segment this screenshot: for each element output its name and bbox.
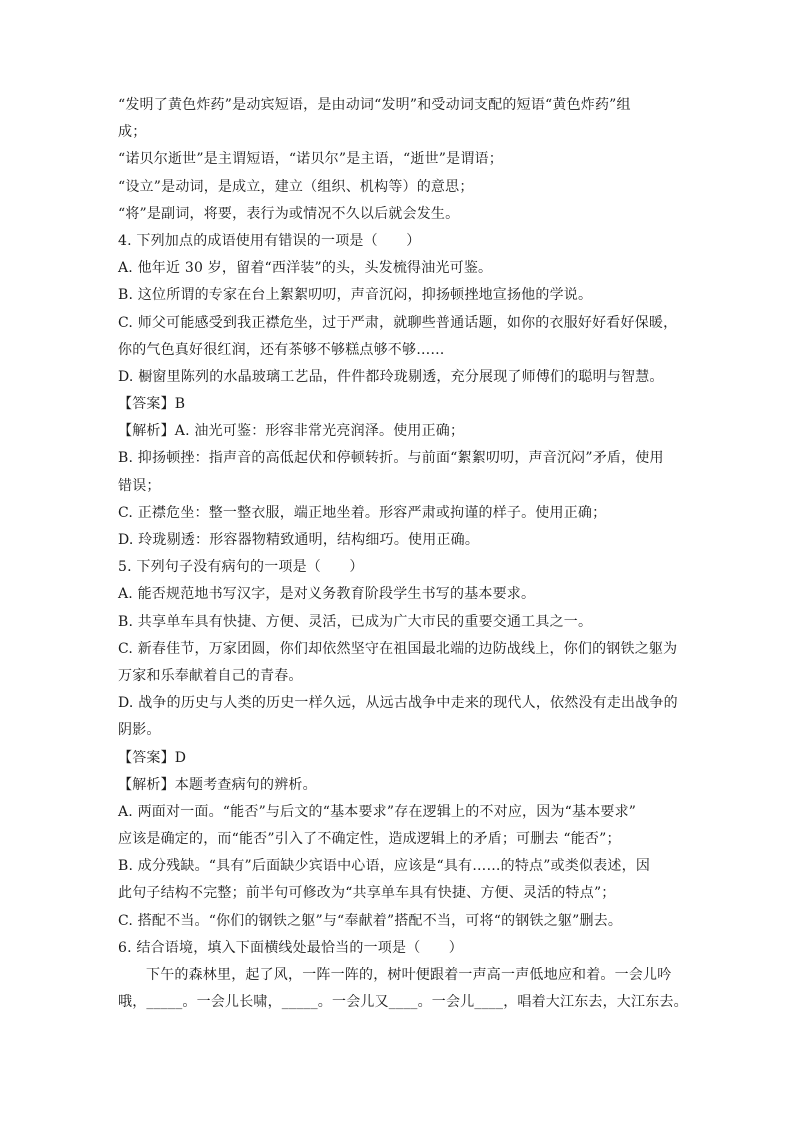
text-line: B. 抑扬顿挫：指声音的高低起伏和停顿转折。与前面“絮絮叨叨，声音沉闷”矛盾，使用	[118, 450, 664, 467]
question-5-answer: 【答案】D	[118, 749, 187, 766]
question-4-stem: 4. 下列加点的成语使用有错误的一项是（ ）	[118, 232, 421, 249]
question-4-answer: 【答案】B	[118, 396, 186, 413]
question-6-passage: 下午的森林里，起了风，一阵一阵的，树叶便跟着一声高一声低地应和着。一会儿吟	[146, 967, 672, 983]
question-5-option-d-cont: 阴影。	[118, 722, 161, 739]
question-5-option-c-cont: 万家和乐奉献着自己的青春。	[118, 667, 303, 684]
question-4-option-b: B. 这位所谓的专家在台上絮絮叨叨，声音沉闷，抑扬顿挫地宣扬他的学说。	[118, 287, 593, 304]
question-6-stem: 6. 结合语境，填入下面横线处最恰当的一项是（ ）	[118, 939, 464, 956]
question-4-analysis: 【解析】A. 油光可鉴：形容非常光亮润泽。使用正确；	[118, 423, 465, 440]
question-4-option-c: C. 师父可能感受到我正襟危坐，过于严肃，就聊些普通话题，如你的衣服好好看好保暖，	[118, 314, 678, 331]
question-4-option-d: D. 橱窗里陈列的水晶玻璃工艺品，件件都玲珑剔透，充分展现了师傅们的聪明与智慧。	[118, 368, 664, 385]
text-line: 此句子结构不完整；前半句可修改为“共享单车具有快捷、方便、灵活的特点”；	[118, 885, 616, 902]
question-5-stem: 5. 下列句子没有病句的一项是（ ）	[118, 559, 364, 576]
question-4-option-c-cont: 你的气色真好很红润，还有茶够不够糕点够不够……	[118, 341, 445, 358]
text-line: “诺贝尔逝世”是主谓短语，“诺贝尔”是主语，“逝世”是谓语；	[118, 151, 503, 168]
text-line: 成；	[118, 124, 147, 141]
text-line: D. 玲珑剔透：形容器物精致通明，结构细巧。使用正确。	[118, 532, 480, 548]
question-6-passage-cont: 哦，_____。一会儿长啸，_____。一会儿又____。一会儿____，唱着大江东去，大江东去。	[118, 994, 688, 1011]
text-line: “将”是副词，将要，表行为或情况不久以后就会发生。	[118, 205, 460, 222]
text-line: A. 两面对一面。“能否”与后文的“基本要求”存在逻辑上的不对应，因为“基本要求”	[118, 803, 637, 820]
text-line: C. 正襟危坐：整一整衣服，端正地坐着。形容严肃或拘谨的样子。使用正确；	[118, 504, 607, 521]
question-5-option-c: C. 新春佳节，万家团圆，你们却依然坚守在祖国最北端的边防战线上，你们的钢铁之躯为	[118, 640, 678, 657]
question-5-option-a: A. 能否规范地书写汉字，是对义务教育阶段学生书写的基本要求。	[118, 586, 536, 603]
text-line: “发明了黄色炸药”是动宾短语，是由动词“发明”和受动词支配的短语“黄色炸药”组	[118, 97, 631, 113]
question-4-option-a: A. 他年近 30 岁，留着“西洋装”的头，头发梳得油光可鉴。	[118, 260, 493, 277]
question-5-analysis: 【解析】本题考查病句的辨析。	[118, 776, 317, 793]
text-line: 应该是确定的，而“能否”引入了不确定性，造成逻辑上的矛盾；可删去 “能否”；	[118, 831, 621, 848]
question-5-option-d: D. 战争的历史与人类的历史一样久远，从远古战争中走来的现代人，依然没有走出战争的	[118, 695, 678, 712]
question-5-option-b: B. 共享单车具有快捷、方便、灵活，已成为广大市民的重要交通工具之一。	[118, 613, 593, 630]
text-line: C. 搭配不当。“你们的钢铁之躯”与“奉献着”搭配不当，可将“的钢铁之躯”删去。	[118, 912, 623, 929]
text-line: B. 成分残缺。“具有”后面缺少宾语中心语，应该是“具有……的特点”或类似表述，因	[118, 858, 651, 875]
text-line: 错误；	[118, 477, 161, 494]
text-line: “设立”是动词，是成立，建立（组织、机构等）的意思；	[118, 178, 474, 195]
document-page	[118, 92, 688, 1016]
